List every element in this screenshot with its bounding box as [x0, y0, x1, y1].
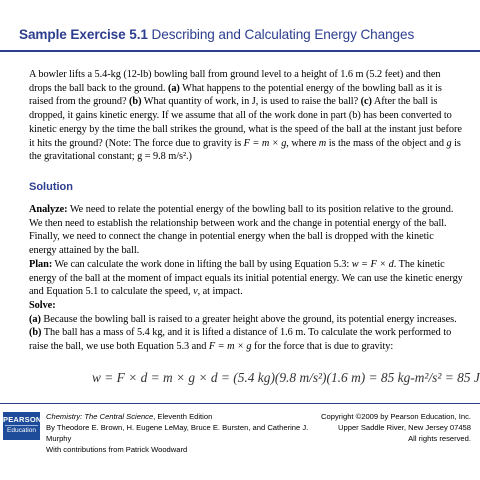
analyze-label: Analyze:: [29, 204, 68, 215]
logo-bottom-text: Education: [5, 425, 38, 435]
solve-a-text: Because the bowling ball is raised to a greater height above the ground, its potential energy increases.: [40, 313, 457, 325]
solve-label: Solve:: [29, 299, 56, 311]
gravity-variable: g: [446, 137, 452, 149]
plan-label: Plan:: [29, 258, 53, 270]
problem-intro: A bowler lifts a 5.4-kg (12-lb) bowling ball from ground level to a height of 1.6 m (5.2 feet) and then drops the ball back to the ground.: [29, 69, 441, 94]
gravity-formula: F = m × g: [243, 137, 287, 149]
rights-line: All rights reserved.: [408, 434, 471, 443]
logo-top-text: PEARSON: [3, 415, 42, 424]
part-b-label: (b): [129, 96, 142, 108]
mass-variable: m: [318, 137, 327, 149]
solve-b-text: for the force that is due to gravity:: [251, 341, 394, 353]
solve-part-b: [29, 326, 463, 353]
title-divider: [0, 50, 480, 52]
part-b-question: What quantity of work, in J, is used to raise the ball?: [141, 96, 361, 108]
note-text: is the mass of the object and: [326, 137, 447, 149]
force-formula: F = m × g: [208, 341, 252, 353]
analyze-paragraph: [29, 203, 463, 258]
plan-text: , at impact.: [197, 286, 243, 298]
footer-copyright: [291, 411, 471, 444]
solve-b-label: (b): [29, 327, 42, 339]
copyright-line: Copyright ©2009 by Pearson Education, Inc.: [321, 412, 471, 421]
work-formula: w = F × d: [351, 258, 394, 270]
solve-a-label: (a): [29, 313, 41, 325]
solution-heading: Solution: [29, 181, 73, 193]
publisher-address: Upper Saddle River, New Jersey 07458: [338, 423, 471, 432]
note-text: is the gravitational constant; g = 9.8 m/s².): [29, 137, 461, 163]
book-contributions: With contributions from Patrick Woodward: [46, 445, 188, 454]
work-equation: w = F × d = m × g × d = (5.4 kg)(9.8 m/s²)(1.6 m) = 85 kg-m²/s² = 85 J: [92, 370, 480, 385]
book-title: Chemistry: The Central Science: [46, 412, 154, 421]
solve-b-text: The ball has a mass of 5.4 kg, and it is lifted a distance of 1.6 m. To calculate the work performed to raise the ball, we use both Equation 5.3 and: [29, 327, 452, 353]
book-edition: , Eleventh Edition: [153, 412, 213, 421]
problem-statement: [29, 68, 463, 164]
part-c-label: (c): [360, 96, 372, 108]
exercise-title: Describing and Calculating Energy Changes: [151, 27, 415, 42]
page-title: [19, 27, 469, 42]
part-c-question: After the ball is dropped, it gains kinetic energy. If we assume that all of the work done in part (b) has been converted to kinetic energy by the time the ball strikes the ground, what is the speed of the ball at the instant just before it hits the ground? (Note: The force due to gravity is: [29, 96, 462, 149]
plan-text: We can calculate the work done in lifting the ball by using Equation 5.3:: [52, 258, 352, 270]
plan-paragraph: [29, 258, 463, 299]
analyze-text: We need to relate the potential energy of the bowling ball to its position relative to the ground. We then need to establish the relationship between work and the change in potential energy of the ball. Finally, we need to connect the change in potential energy when the ball is dropped with the kinetic energy attained by the ball.: [29, 204, 454, 257]
solve-part-a: [29, 313, 463, 327]
book-authors: By Theodore E. Brown, H. Eugene LeMay, Bruce E. Bursten, and Catherine J. Murphy: [46, 423, 309, 443]
part-a-question: What happens to the potential energy of the bowling ball as it is raised from the ground?: [29, 82, 442, 108]
footer-divider: [0, 403, 480, 404]
plan-text: . The kinetic energy of the ball at the moment of impact equals its initial potential energy. We can use the kinetic energy and Equation 5.1 to calculate the speed,: [29, 258, 463, 298]
solution-body: [29, 203, 463, 354]
part-a-label: (a): [167, 82, 180, 94]
footer-citation: [46, 411, 326, 455]
speed-variable: v: [193, 286, 198, 298]
pearson-logo: [3, 412, 40, 440]
note-text: , where: [286, 137, 319, 149]
exercise-label: Sample Exercise 5.1: [19, 27, 148, 42]
